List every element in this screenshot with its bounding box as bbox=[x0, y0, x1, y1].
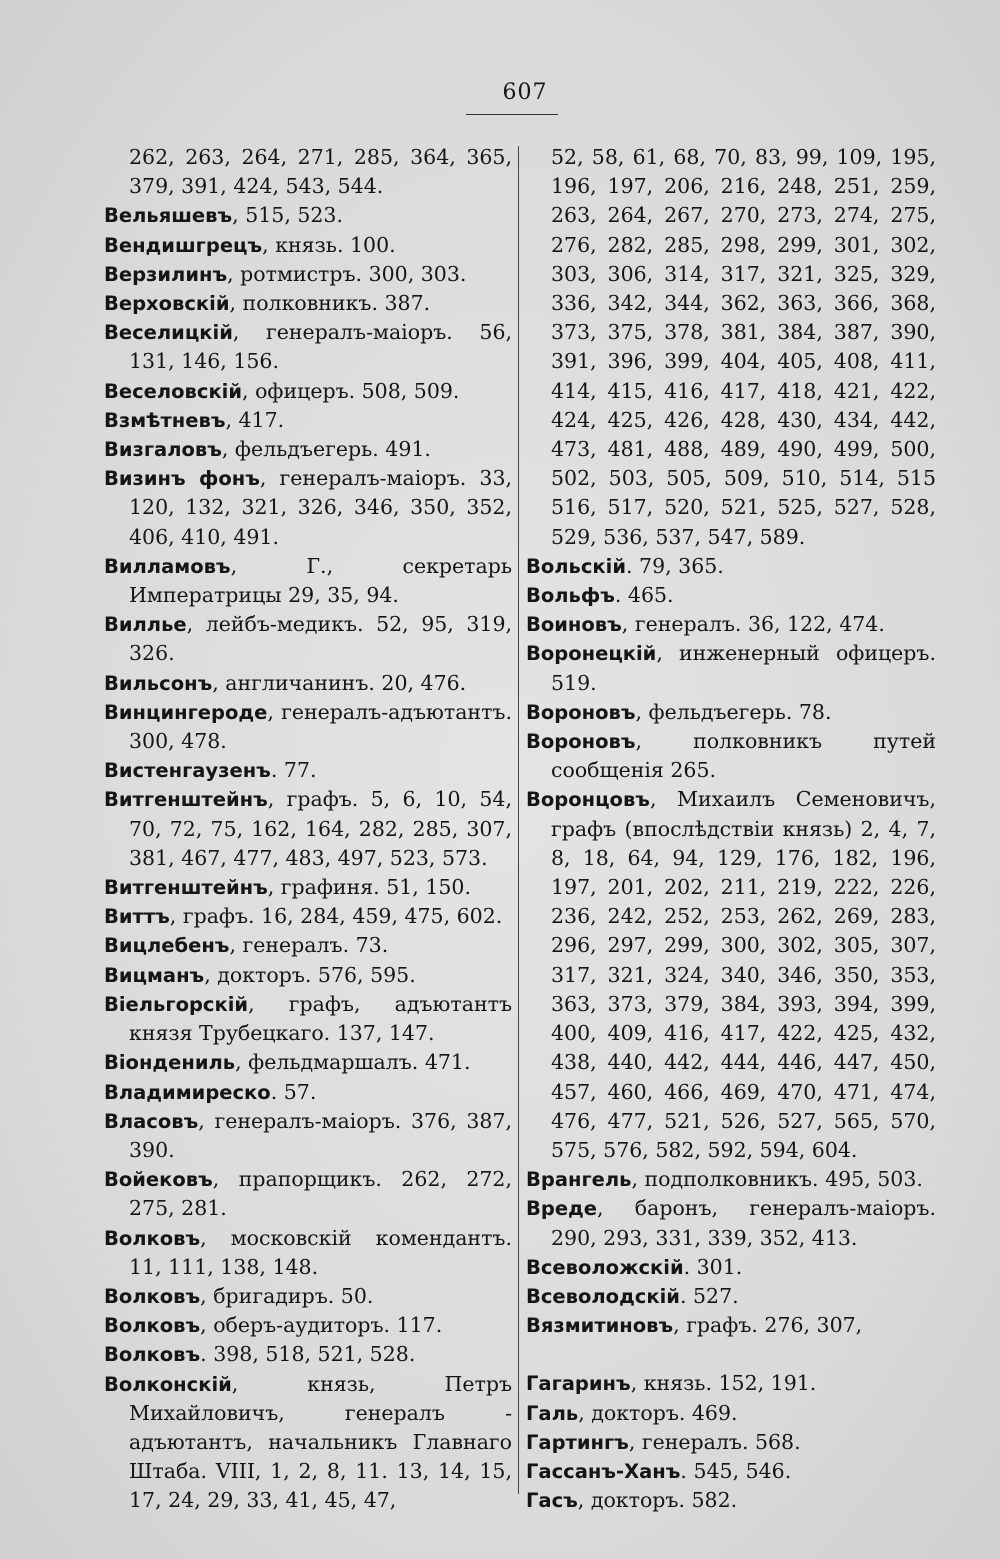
entry-pages: , офицеръ. 508, 509. bbox=[242, 378, 460, 403]
index-entry bbox=[526, 581, 936, 610]
index-entry bbox=[104, 698, 512, 756]
index-entry bbox=[104, 873, 512, 902]
entry-pages: , подполковникъ. 495, 503. bbox=[631, 1167, 923, 1192]
entry-pages: , Г., секретарь Императрицы 29, 35, 94. bbox=[129, 553, 512, 608]
entry-name: Вольфъ bbox=[526, 584, 615, 608]
entry-name: Воиновъ bbox=[526, 613, 622, 637]
entry-name: Вороновъ bbox=[526, 700, 636, 724]
index-entry bbox=[104, 1224, 512, 1282]
entry-name: Веселовскій bbox=[104, 379, 243, 403]
entry-pages: , графъ. 16, 284, 459, 475, 602. bbox=[169, 904, 503, 929]
index-entry bbox=[526, 727, 936, 785]
entry-pages: , графиня. 51, 150. bbox=[267, 875, 471, 900]
index-entry bbox=[104, 260, 512, 289]
entry-pages: , графъ. 5, 6, 10, 54, 70, 72, 75, 162, 164, 282, 285, 307, 381, 467, 477, 483, 497, 523, 573. bbox=[129, 787, 512, 870]
index-entry bbox=[104, 610, 512, 668]
index-entry bbox=[526, 639, 936, 697]
entry-name: Вицманъ bbox=[104, 963, 205, 987]
index-entry bbox=[104, 1311, 512, 1340]
index-entry bbox=[104, 1370, 512, 1516]
index-entry bbox=[526, 552, 936, 581]
index-entry bbox=[104, 1340, 512, 1369]
entry-name: Гартингъ bbox=[526, 1430, 629, 1454]
entry-name: Веселицкій bbox=[104, 321, 233, 345]
entry-pages: , ротмистръ. 300, 303. bbox=[227, 261, 467, 286]
index-entry bbox=[526, 1253, 936, 1282]
entry-name: Гагаринъ bbox=[526, 1372, 631, 1396]
entry-pages: , инженерный офицеръ. 519. bbox=[551, 641, 936, 695]
left-index-column bbox=[104, 143, 512, 1516]
entry-pages: , генералъ. 36, 122, 474. bbox=[621, 612, 885, 637]
index-entry bbox=[104, 1165, 512, 1223]
entry-name: Виллье bbox=[104, 613, 187, 637]
entry-pages: , докторъ. 582. bbox=[577, 1488, 738, 1513]
header-rule bbox=[466, 114, 558, 115]
entry-pages: . 79, 365. bbox=[626, 553, 724, 578]
index-entry bbox=[526, 1486, 936, 1515]
entry-name: Всеволодскій bbox=[526, 1284, 680, 1308]
entry-pages: . 301. bbox=[683, 1254, 743, 1279]
entry-name: Вилламовъ bbox=[104, 554, 231, 578]
entry-name: Волковъ bbox=[104, 1284, 201, 1308]
letter-section-gap bbox=[526, 1340, 936, 1369]
entry-name: Вольскій bbox=[526, 554, 627, 578]
entry-pages: . 57. bbox=[270, 1079, 317, 1104]
entry-pages: , генералъ. 568. bbox=[628, 1429, 801, 1454]
entry-pages: , 417. bbox=[225, 407, 285, 432]
index-entry bbox=[104, 377, 512, 406]
entry-name: Витгенштейнъ bbox=[104, 788, 268, 812]
entry-pages: , бригадиръ. 50. bbox=[200, 1283, 374, 1308]
entry-pages: , оберъ-аудиторъ. 117. bbox=[200, 1313, 443, 1338]
index-entry bbox=[526, 1399, 936, 1428]
entry-name: Визинъ фонъ bbox=[104, 467, 260, 491]
entry-name: Воронецкій bbox=[526, 642, 657, 666]
index-entry bbox=[104, 289, 512, 318]
entry-name: Волковъ bbox=[104, 1343, 201, 1367]
column-divider bbox=[518, 146, 519, 1494]
entry-pages: , докторъ. 469. bbox=[578, 1400, 738, 1425]
index-entry bbox=[104, 201, 512, 230]
entry-name: Войековъ bbox=[104, 1168, 213, 1192]
index-entry bbox=[104, 902, 512, 931]
entry-pages: . 398, 518, 521, 528. bbox=[200, 1342, 416, 1367]
entry-name: Волковъ bbox=[104, 1226, 201, 1250]
entry-name: Воронцовъ bbox=[526, 788, 650, 812]
entry-name: Вязмитиновъ bbox=[526, 1314, 674, 1338]
index-entry bbox=[104, 669, 512, 698]
entry-pages: , генералъ-маіоръ. 56, 131, 146, 156. bbox=[129, 320, 512, 374]
entry-pages: , фельдмаршалъ. 471. bbox=[235, 1050, 471, 1075]
entry-pages: , московскій комендантъ. 11, 111, 138, 148. bbox=[129, 1225, 512, 1279]
index-entry bbox=[104, 406, 512, 435]
index-entry bbox=[104, 785, 512, 873]
entry-name: Віельгорскій bbox=[104, 992, 249, 1016]
entry-name: Врангель bbox=[526, 1168, 632, 1192]
entry-pages: , фельдъегерь. 78. bbox=[635, 699, 832, 724]
index-entry bbox=[104, 931, 512, 960]
index-entry bbox=[104, 990, 512, 1048]
entry-name: Взмѣтневъ bbox=[104, 408, 226, 432]
entry-name: Виттъ bbox=[104, 905, 170, 929]
index-entry bbox=[526, 698, 936, 727]
entry-pages: , лейбъ-медикъ. 52, 95, 319, 326. bbox=[129, 612, 512, 666]
entry-name: Віондениль bbox=[104, 1051, 236, 1075]
entry-pages: , генералъ-маіоръ. 33, 120, 132, 321, 326, 346, 350, 352, 406, 410, 491. bbox=[129, 466, 512, 549]
entry-pages: , князь. 152, 191. bbox=[630, 1371, 817, 1396]
entry-name: Гассанъ-Ханъ bbox=[526, 1459, 681, 1483]
index-entry bbox=[104, 552, 512, 610]
entry-pages: , прапорщикъ. 262, 272, 275, 281. bbox=[129, 1167, 512, 1221]
index-entry bbox=[526, 1194, 936, 1252]
entry-name: Верзилинъ bbox=[104, 262, 228, 286]
entry-name: Вицлебенъ bbox=[104, 934, 230, 958]
entry-name: Власовъ bbox=[104, 1109, 199, 1133]
entry-pages: , полковникъ путей сообщенія 265. bbox=[551, 729, 936, 783]
index-entry bbox=[526, 1428, 936, 1457]
index-entry bbox=[104, 1282, 512, 1311]
entry-name: Вреде bbox=[526, 1197, 598, 1221]
index-entry bbox=[104, 464, 512, 552]
page-number: 607 bbox=[502, 80, 548, 105]
index-entry bbox=[526, 1457, 936, 1486]
entry-pages: , фельдъегерь. 491. bbox=[221, 437, 431, 462]
entry-pages: , 515, 523. bbox=[232, 203, 343, 228]
index-entry-continuation bbox=[104, 143, 512, 201]
index-entry bbox=[526, 1311, 936, 1340]
entry-name: Витгенштейнъ bbox=[104, 876, 268, 900]
entry-pages: . 527. bbox=[679, 1283, 739, 1308]
entry-pages: , полковникъ. 387. bbox=[229, 291, 431, 316]
index-entry bbox=[526, 1369, 936, 1398]
index-entry bbox=[104, 318, 512, 376]
entry-name: Визгаловъ bbox=[104, 438, 222, 462]
entry-pages: , англичанинъ. 20, 476. bbox=[212, 670, 467, 695]
entry-name: Галь bbox=[526, 1401, 579, 1425]
index-entry-continuation bbox=[526, 143, 936, 552]
entry-pages: , графъ, адъютантъ князя Трубецкаго. 137, 147. bbox=[129, 991, 512, 1046]
entry-pages: . 545, 546. bbox=[680, 1458, 792, 1483]
entry-pages: , князь. 100. bbox=[262, 232, 396, 257]
index-entry bbox=[104, 1107, 512, 1165]
index-entry bbox=[104, 1078, 512, 1107]
index-entry bbox=[526, 1165, 936, 1194]
index-entry bbox=[104, 231, 512, 260]
entry-name: Верховскій bbox=[104, 292, 230, 316]
entry-pages: . 465. bbox=[614, 583, 674, 608]
entry-name: Вильсонъ bbox=[104, 671, 213, 695]
entry-name: Винцингероде bbox=[104, 700, 268, 724]
entry-pages: 52, 58, 61, 68, 70, 83, 99, 109, 195, 196, 197, 206, 216, 248, 251, 259, 263, 264, 267, 270, 273, 274, 275, 276, 282, 285, 298, 299, 301, 302, 303, 306, 314, 317, 321, 325, 329, 336, 342, 344, 362, 363, 366, 368, 373, 375, 378, 381, 384, 387, 390, 391, 396, 399, 404, 405, 408, 411, 414, 415, 416, 417, 418, 421, 422, 424, 425, 426, 428, 430, 434, 442, 473, 481, 488, 489, 490, 499, 500, 502, 503, 505, 509, 510, 514, 515 516, 517, 520, 521, 525, 527, 528, 529, 536, 537, 547, 589. bbox=[551, 145, 936, 549]
entry-name: Гасъ bbox=[526, 1489, 578, 1513]
entry-pages: , генералъ-адъютантъ. 300, 478. bbox=[129, 699, 512, 754]
entry-name: Вельяшевъ bbox=[104, 204, 233, 228]
entry-pages: , генералъ. 73. bbox=[229, 933, 389, 958]
right-index-column bbox=[526, 143, 936, 1515]
entry-pages: , Михаилъ Семеновичъ, графъ (впослѣдствіи князь) 2, 4, 7, 8, 18, 64, 94, 129, 176, 182, 196, 197, 201, 202, 211, 219, 222, 226, 236, 242, 252, 253, 262, 269, 283, 296, 297, 299, 300, 302, 305, 307, 317, 321, 324, 340, 346, 350, 353, 363, 373, 379, 384, 393, 394, 399, 400, 409, 416, 417, 422, 425, 432, 438, 440, 442, 444, 446, 447, 450, 457, 460, 466, 469, 470, 471, 474, 476, 477, 521, 526, 527, 565, 570, 575, 576, 582, 592, 594, 604. bbox=[551, 787, 936, 1162]
index-entry bbox=[526, 785, 936, 1165]
index-entry bbox=[104, 435, 512, 464]
entry-pages: , графъ. 276, 307, bbox=[673, 1313, 863, 1338]
entry-name: Вендишгрецъ bbox=[104, 233, 263, 257]
entry-pages: , баронъ, генералъ-маіоръ. 290, 293, 331, 339, 352, 413. bbox=[551, 1196, 936, 1250]
entry-pages: . 77. bbox=[270, 758, 317, 783]
entry-pages: , князь, Петръ Михайловичъ, генералъ - адъютантъ, начальникъ Главнаго Штаба. VIII, 1, 2, 8, 11. 13, 14, 15, 17, 24, 29, 33, 41, 45, 47, bbox=[129, 1371, 512, 1513]
index-entry bbox=[104, 961, 512, 990]
entry-name: Владимиреско bbox=[104, 1080, 271, 1104]
entry-name: Волковъ bbox=[104, 1314, 201, 1338]
entry-name: Вороновъ bbox=[526, 730, 636, 754]
index-entry bbox=[526, 1282, 936, 1311]
entry-pages: , докторъ. 576, 595. bbox=[204, 962, 416, 987]
index-entry bbox=[104, 756, 512, 785]
entry-pages: 262, 263, 264, 271, 285, 364, 365, 379, 391, 424, 543, 544. bbox=[129, 145, 512, 199]
entry-name: Всеволожскій bbox=[526, 1255, 684, 1279]
entry-pages: , генералъ-маіоръ. 376, 387, 390. bbox=[129, 1108, 512, 1162]
entry-name: Вистенгаузенъ bbox=[104, 759, 271, 783]
entry-name: Волконскій bbox=[104, 1372, 232, 1396]
index-entry bbox=[526, 610, 936, 639]
index-entry bbox=[104, 1048, 512, 1077]
